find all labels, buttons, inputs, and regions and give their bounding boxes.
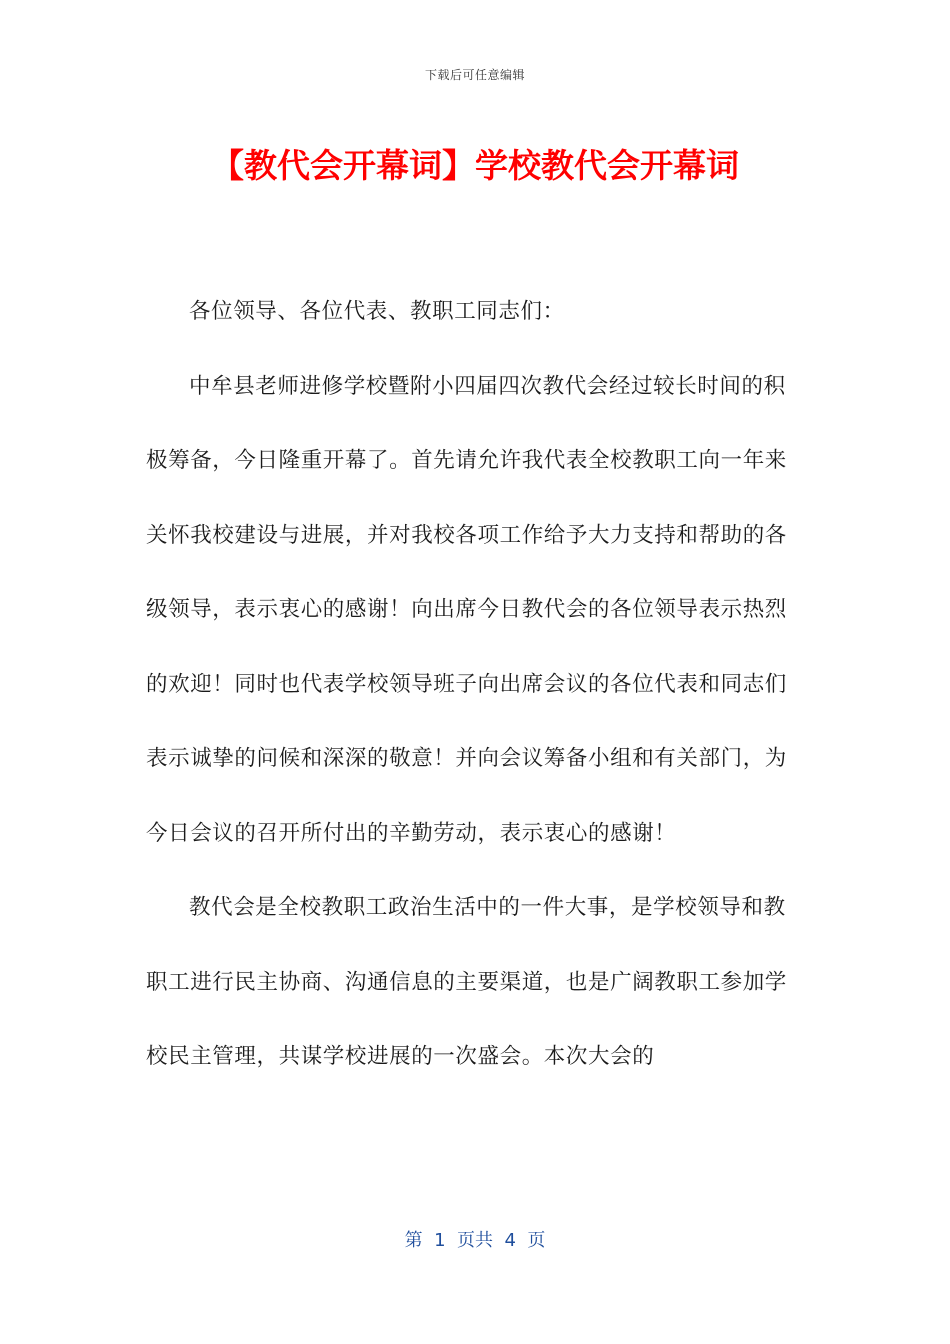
document-body [146, 275, 796, 1095]
body-paragraph: 教代会是全校教职工政治生活中的一件大事，是学校领导和教职工进行民主协商、沟通信息的主要渠道，也是广阔教职工参加学校民主管理，共谋学校进展的一次盛会。本次大会的 [146, 895, 787, 1069]
body-paragraph: 中牟县老师进修学校暨附小四届四次教代会经过较长时间的积极筹备，今日隆重开幕了。首先请允许我代表全校教职工向一年来关怀我校建设与进展，并对我校各项工作给予大力支持和帮助的各级领导，表示衷心的感谢！向出席今日教代会的各位领导表示热烈的欢迎！同时也代表学校领导班子向出席会议的各位代表和同志们表示诚挚的问候和深深的敬意！并向会议筹备小组和有关部门，为今日会议的召开所付出的辛勤劳动，表示衷心的感谢！ [146, 373, 787, 846]
header-note: 下载后可任意编辑 [424, 68, 525, 82]
page-number: 第 1 页共 4 页 [404, 1230, 546, 1251]
document-title: 【教代会开幕词】学校教代会开幕词 [211, 146, 739, 185]
salutation-paragraph: 各位领导、各位代表、教职工同志们： [189, 299, 565, 324]
